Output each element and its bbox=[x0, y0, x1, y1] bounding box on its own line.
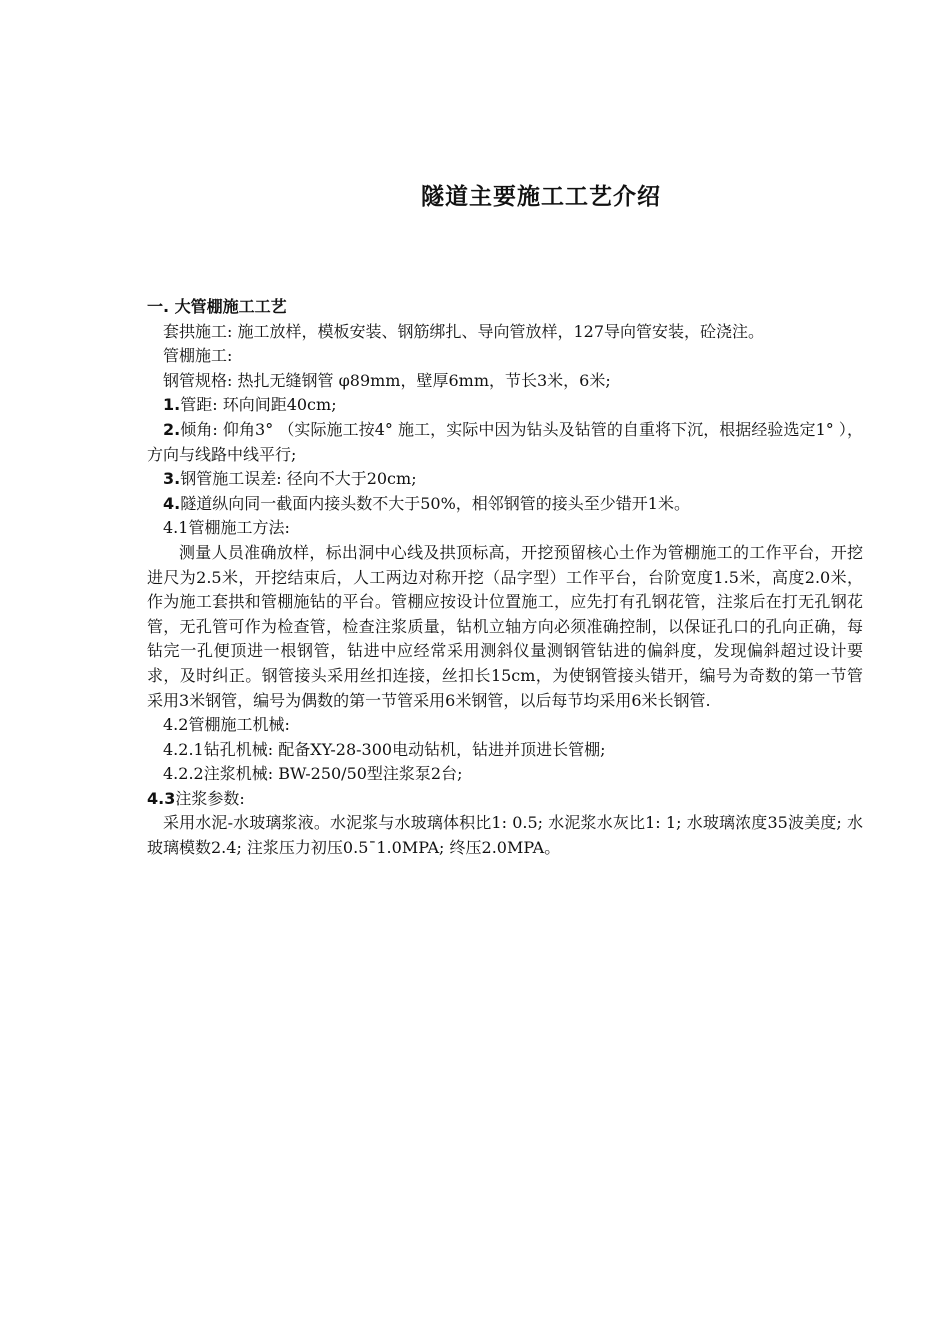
item-text: 注浆参数: bbox=[175, 788, 245, 808]
subsection-heading-4-2: 4.2管棚施工机械: bbox=[163, 715, 290, 735]
item-text: 倾角: 仰角3° （实际施工按4° 施工，实际中因为钻头及钻管的自重将下沉，根据经验选定1° ），方向与线路中线平行; bbox=[147, 419, 863, 464]
section-heading: 一. 大管棚施工工艺 bbox=[147, 297, 287, 316]
paragraph-pipe-spec: 钢管规格: 热扎无缝钢管 φ89mm，壁厚6mm，节长3米，6米; bbox=[163, 370, 611, 390]
document-body bbox=[147, 295, 863, 861]
paragraph-grouting-parameters: 采用水泥-水玻璃浆液。水泥浆与水玻璃体积比1: 0.5; 水泥浆水灰比1: 1; 水玻璃浓度35波美度; 水玻璃模数2.4; 注浆压力初压0.5¯1.0MPA; 终压2.0MPA。 bbox=[147, 813, 863, 858]
item-number: 4.3 bbox=[147, 788, 176, 808]
document-title: 隧道主要施工工艺介绍 bbox=[421, 184, 661, 210]
item-text: 钢管施工误差: 径向不大于20cm; bbox=[180, 469, 417, 489]
subsection-heading-4-1: 4.1管棚施工方法: bbox=[163, 518, 290, 538]
paragraph-grouting-machine: 4.2.2注浆机械: BW-250/50型注浆泵2台; bbox=[163, 764, 463, 784]
item-text: 管距: 环向间距40cm; bbox=[180, 395, 337, 415]
paragraph-construction-method: 测量人员准确放样，标出洞中心线及拱顶标高，开挖预留核心土作为管棚施工的工作平台，开挖进尺为2.5米，开挖结束后，人工两边对称开挖（品字型）工作平台，台阶宽度1.5米，高度2.0米，作为施工套拱和管棚施钻的平台。管棚应按设计位置施工，应先打有孔钢花管，注浆后在打无孔钢花管，无孔管可作为检查管，检查注浆质量，钻机立轴方向必须准确控制，以保证孔口的孔向正确，每钻完一孔便顶进一根钢管，钻进中应经常采用测斜仪量测钢管钻进的偏斜度，发现偏斜超过设计要求，及时纠正。钢管接头采用丝扣连接，丝扣长15cm，为使钢管接头错开，编号为奇数的第一节管采用3米钢管，编号为偶数的第一节管采用6米钢管，以后每节均采用6米长钢管. bbox=[147, 542, 863, 710]
list-item-tolerance bbox=[147, 467, 863, 492]
item-number: 4. bbox=[163, 493, 181, 513]
paragraph-arch-construction: 套拱施工: 施工放样，模板安装、钢筋绑扎、导向管放样，127导向管安装，砼浇注。 bbox=[163, 321, 765, 341]
item-number: 3. bbox=[163, 469, 181, 489]
subsection-heading-4-3 bbox=[147, 787, 863, 812]
item-text: 隧道纵向同一截面内接头数不大于50%，相邻钢管的接头至少错开1米。 bbox=[180, 493, 690, 513]
item-number: 1. bbox=[163, 395, 181, 415]
list-item-angle bbox=[147, 418, 863, 467]
paragraph-drilling-machine: 4.2.1钻孔机械: 配备XY-28-300电动钻机，钻进并顶进长管棚; bbox=[163, 739, 606, 759]
paragraph-pipe-shed: 管棚施工: bbox=[163, 346, 233, 366]
item-number: 2. bbox=[163, 419, 181, 439]
list-item-joints bbox=[147, 492, 863, 517]
list-item-spacing bbox=[147, 393, 863, 418]
